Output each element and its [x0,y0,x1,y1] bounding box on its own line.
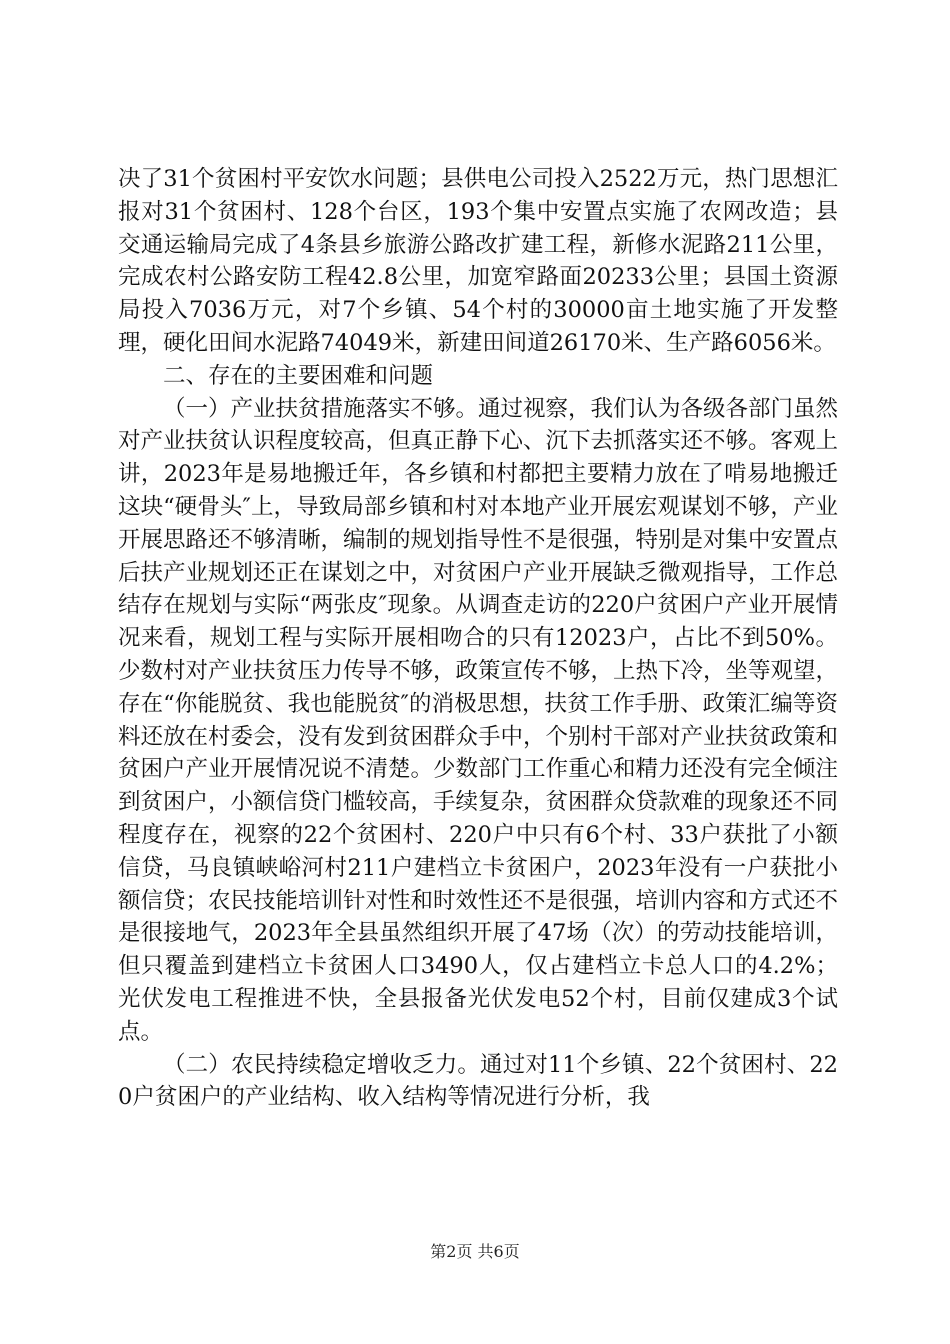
page-footer: 第2页 共6页 [430,1242,520,1261]
paragraph-industry-poverty: （一）产业扶贫措施落实不够。通过视察，我们认为各级各部门虽然对产业扶贫认识程度较高，但真正静下心、沉下去抓落实还不够。客观上讲，2023年是易地搬迁年，各乡镇和村都把主要精力放在了啃易地搬迁这块“硬骨头″上，导致局部乡镇和村对本地产业开展宏观谋划不够，产业开展思路还不够清晰，编制的规划指导性不是很强，特别是对集中安置点后扶产业规划还正在谋划之中，对贫困户产业开展缺乏微观指导，工作总结存在规划与实际“两张皮″现象。从调查走访的220户贫困户产业开展情况来看，规划工程与实际开展相吻合的只有12023户，占比不到50%。少数村对产业扶贫压力传导不够，政策宣传不够，上热下冷，坐等观望，存在“你能脱贫、我也能脱贫″的消极思想，扶贫工作手册、政策汇编等资料还放在村委会，没有发到贫困群众手中，个别村干部对产业扶贫政策和贫困户产业开展情况说不清楚。少数部门工作重心和精力还没有完全倾注到贫困户，小额信贷门槛较高，手续复杂，贫困群众贷款难的现象还不同程度存在，视察的22个贫困村、220户中只有6个村、33户获批了小额信贷，马良镇峡峪河村211户建档立卡贫困户，2023年没有一户获批小额信贷；农民技能培训针对性和时效性还不是很强，培训内容和方式还不是很接地气，2023年全县虽然组织开展了47场（次）的劳动技能培训，但只覆盖到建档立卡贫困人口3490人，仅占建档立卡总人口的4.2%；光伏发电工程推进不快，全县报备光伏发电52个村，目前仅建成3个试点。 [118,395,839,1045]
section-heading: 二、存在的主要困难和问题 [163,362,434,389]
document-body [118,163,838,1114]
paragraph-income-growth: （二）农民持续稳定增收乏力。通过对11个乡镇、22个贫困村、220户贫困户的产业结构、收入结构等情况进行分析，我 [118,1051,838,1111]
paragraph-continuation: 决了31个贫困村平安饮水问题；县供电公司投入2522万元，热门思想汇报对31个贫困村、128个台区，193个集中安置点实施了农网改造；县交通运输局完成了4条县乡旅游公路改扩建工程，新修水泥路211公里，完成农村公路安防工程42.8公里，加宽窄路面20233公里；县国土资源局投入7036万元，对7个乡镇、54个村的30000亩土地实施了开发整理，硬化田间水泥路74049米，新建田间道26170米、生产路6056米。 [118,166,838,356]
